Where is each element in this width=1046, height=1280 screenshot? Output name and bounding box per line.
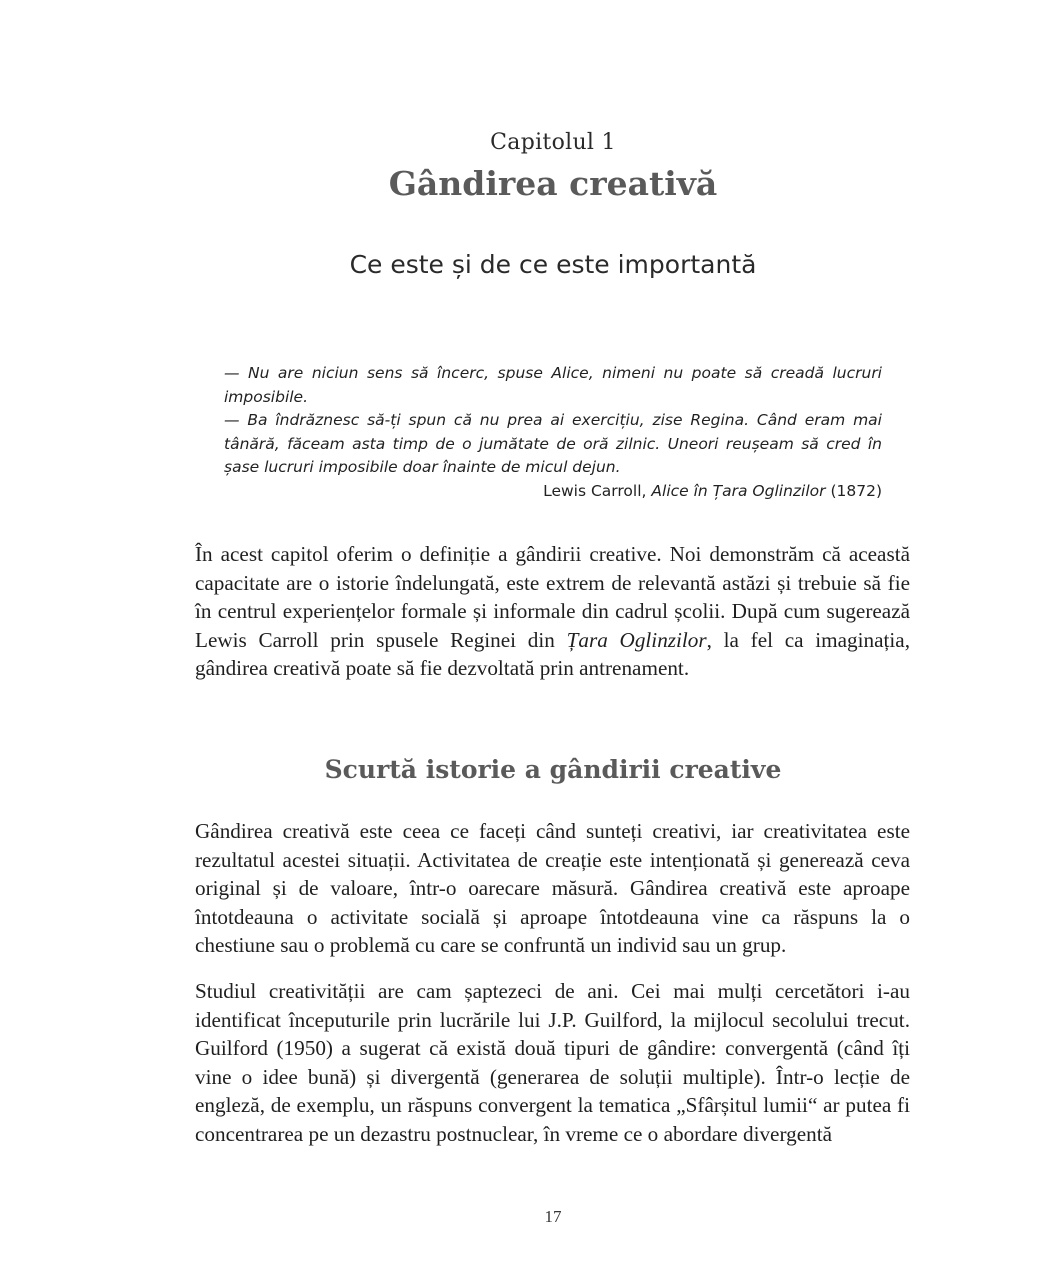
attribution-work: Alice în Țara Oglinzilor bbox=[651, 481, 826, 500]
intro-text-start: În acest capitol oferim o definiție a gândirii creative. Noi demonstrăm că această capacitate are o istorie îndelungată, este extrem de relevantă astăzi și trebuie să fie în centrul experiențelor formale și informale din cadrul școlii. După cum sugerează Lewis Carroll prin spusele Reginei din bbox=[195, 542, 910, 652]
intro-text-end: , la fel ca imaginația, gândirea creativă poate să fie dezvoltată prin antrenament. bbox=[195, 627, 910, 681]
intro-italic-title: Țara Oglinzilor bbox=[566, 627, 707, 652]
section-paragraph-1: Gândirea creativă este ceea ce faceți când sunteți creativi, iar creativitatea este rezultatul acestei situații. Activitatea de creație este intenționată și generează ceva original și de valoare, într-o oarecare măsură. Gândirea creativă este aproape întotdeauna o activitate socială și aproape întotdeauna vine ca răspuns la o chestiune sau o problemă cu care se confruntă un individ sau un grup. bbox=[195, 819, 910, 958]
attribution-year: (1872) bbox=[830, 481, 882, 500]
epigraph-line-alice: — Nu are niciun sens să încerc, spuse Alice, nimeni nu poate să creadă lucruri imposibile. bbox=[224, 364, 882, 406]
section-paragraph-2: Studiul creativității are cam șaptezeci de ani. Cei mai mulți cercetători i-au identificat începuturile prin lucrările lui J.P. Guilford, la mijlocul secolului trecut. Guilford (1950) a sugerat că există două tipuri de gândire: convergentă (când îți vine o idee bună) și divergentă (generarea de soluții multiple). Într-o lecție de engleză, de exemplu, un răspuns convergent la tematica „Sfârșitul lumii“ ar putea fi concentrarea pe un dezastru postnuclear, în vreme ce o abordare divergentă bbox=[195, 978, 910, 1146]
epigraph bbox=[224, 362, 882, 503]
epigraph-attribution bbox=[224, 480, 882, 504]
section-heading: Scurtă istorie a gândirii creative bbox=[324, 755, 782, 784]
section-body bbox=[195, 817, 910, 1149]
chapter-title: Gândirea creativă bbox=[388, 164, 718, 203]
chapter-label: Capitolul 1 bbox=[490, 130, 616, 155]
page-number: 17 bbox=[544, 1207, 562, 1226]
intro-paragraph bbox=[195, 540, 910, 683]
chapter-subtitle: Ce este și de ce este importantă bbox=[349, 250, 757, 279]
attribution-author: Lewis Carroll, bbox=[543, 481, 647, 500]
epigraph-line-queen: — Ba îndrăznesc să-ți spun că nu prea ai exercițiu, zise Regina. Când eram mai tânără, făceam asta timp de o jumătate de oră zilnic. Uneori reușeam să cred în șase lucruri imposibile doar înainte de micul dejun. bbox=[224, 411, 882, 476]
